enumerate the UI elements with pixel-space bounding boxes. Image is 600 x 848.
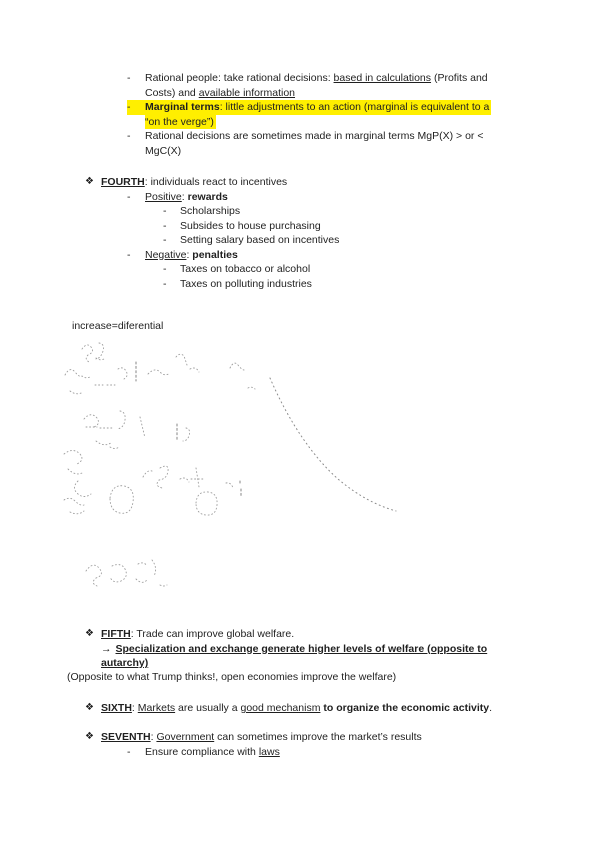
dash-bullet: -: [163, 205, 167, 217]
text-run: Costs) and: [145, 86, 199, 99]
list-item: [85, 204, 339, 219]
text-run-underlined: Government: [156, 731, 215, 743]
text-run: : little adjustments to an action (marginal is equivalent to a: [219, 101, 490, 113]
list-item-line: [145, 86, 488, 101]
highlight-span: [145, 100, 491, 115]
list-item-line: Taxes on tobacco or alcohol: [180, 263, 311, 275]
text-run-underlined: available information: [198, 86, 296, 99]
demand-curve-sketch: [270, 378, 396, 511]
dash-bullet: -: [127, 190, 131, 203]
text-run: : individuals react to incentives: [144, 176, 288, 188]
list-item: [85, 233, 339, 248]
highlight-span: [145, 115, 216, 130]
dash-bullet: -: [163, 277, 167, 290]
fourth-section: [85, 175, 339, 291]
diamond-bullet-icon: ❖: [85, 176, 94, 187]
list-item: [85, 745, 422, 760]
list-item-line: Taxes on polluting industries: [180, 277, 312, 290]
diamond-bullet-icon: ❖: [85, 702, 94, 713]
text-run: “on the verge”): [145, 115, 214, 128]
text-run-underlined: Markets: [137, 702, 176, 714]
section-header: [85, 701, 492, 716]
section-title: FIFTH: [101, 628, 131, 640]
diamond-bullet-icon: ❖: [85, 628, 94, 639]
pencil-scribbles: [64, 343, 255, 586]
list-item: [85, 277, 339, 292]
list-item-line: Rational decisions are sometimes made in marginal terms MgP(X) > or <: [145, 130, 484, 142]
section-header: [85, 730, 422, 745]
list-item: [85, 190, 339, 205]
text-run-bold-underlined: autarchy): [101, 657, 149, 669]
text-run: : Trade can improve global welfare.: [130, 628, 295, 640]
text-run-bold: rewards: [187, 190, 228, 203]
dash-bullet: -: [127, 100, 145, 115]
text-run-bold: penalties: [192, 248, 238, 261]
dash-bullet: -: [163, 219, 167, 232]
arrow-line: [85, 642, 487, 657]
text-run: :: [131, 702, 138, 714]
dash-bullet: -: [163, 263, 167, 275]
section-title: SEVENTH: [101, 731, 151, 743]
seventh-section: [85, 730, 422, 759]
section-header: [85, 627, 487, 642]
text-run: can sometimes improve the market’s results: [214, 731, 422, 743]
list-item: [127, 129, 491, 158]
rational-list: [127, 71, 491, 158]
list-item-line: MgC(X): [145, 144, 182, 157]
dash-bullet: -: [127, 248, 131, 261]
list-item: [127, 71, 491, 100]
list-item-line: [145, 100, 491, 115]
section-title: FOURTH: [101, 176, 145, 188]
list-item-highlighted: [127, 100, 491, 129]
text-run: are usually a: [175, 702, 241, 714]
dash-bullet: -: [127, 745, 131, 758]
arrow-icon: →: [101, 642, 112, 655]
arrow-line-wrap: [85, 656, 487, 671]
text-run-underlined: Negative: [145, 248, 187, 261]
text-run: :: [181, 190, 188, 203]
text-run: Ensure compliance with: [145, 745, 259, 758]
dash-bullet: -: [127, 72, 131, 84]
list-item-line: [145, 71, 488, 86]
text-run-underlined: based in calculations: [333, 72, 432, 84]
diamond-bullet-icon: ❖: [85, 731, 94, 742]
text-run: :: [186, 248, 193, 261]
list-item-line: [145, 115, 491, 130]
text-run-underlined: laws: [258, 745, 280, 758]
text-run-underlined: Positive: [145, 190, 182, 203]
section-header: [85, 175, 339, 190]
text-run: Rational people: take rational decisions:: [145, 72, 334, 84]
aside-line: (Opposite to what Trump thinks!, open economies improve the welfare): [67, 671, 397, 683]
handwritten-sketch: [55, 336, 405, 598]
list-item: [85, 219, 339, 234]
list-item: [85, 248, 339, 263]
list-item-line: Setting salary based on incentives: [180, 234, 340, 246]
text-run-bold-underlined: Specialization and exchange generate higher levels of welfare (opposite to: [115, 642, 488, 655]
sixth-section: [85, 701, 492, 716]
text-run-bold: Marginal terms: [145, 101, 220, 113]
section-title: SIXTH: [101, 702, 132, 714]
list-item-line: Subsides to house purchasing: [180, 219, 321, 232]
dash-bullet: -: [163, 234, 167, 246]
list-item-line: Scholarships: [180, 205, 241, 217]
text-run: :: [150, 731, 157, 743]
dash-bullet: -: [127, 130, 131, 142]
text-run-bold: to organize the economic activity: [320, 702, 490, 714]
text-run: (Profits and: [431, 72, 488, 84]
list-item: [85, 262, 339, 277]
text-run: .: [489, 702, 492, 714]
note-line: increase=diferential: [72, 320, 164, 332]
fifth-section: [85, 627, 487, 671]
text-run-underlined: good mechanism: [240, 702, 321, 714]
